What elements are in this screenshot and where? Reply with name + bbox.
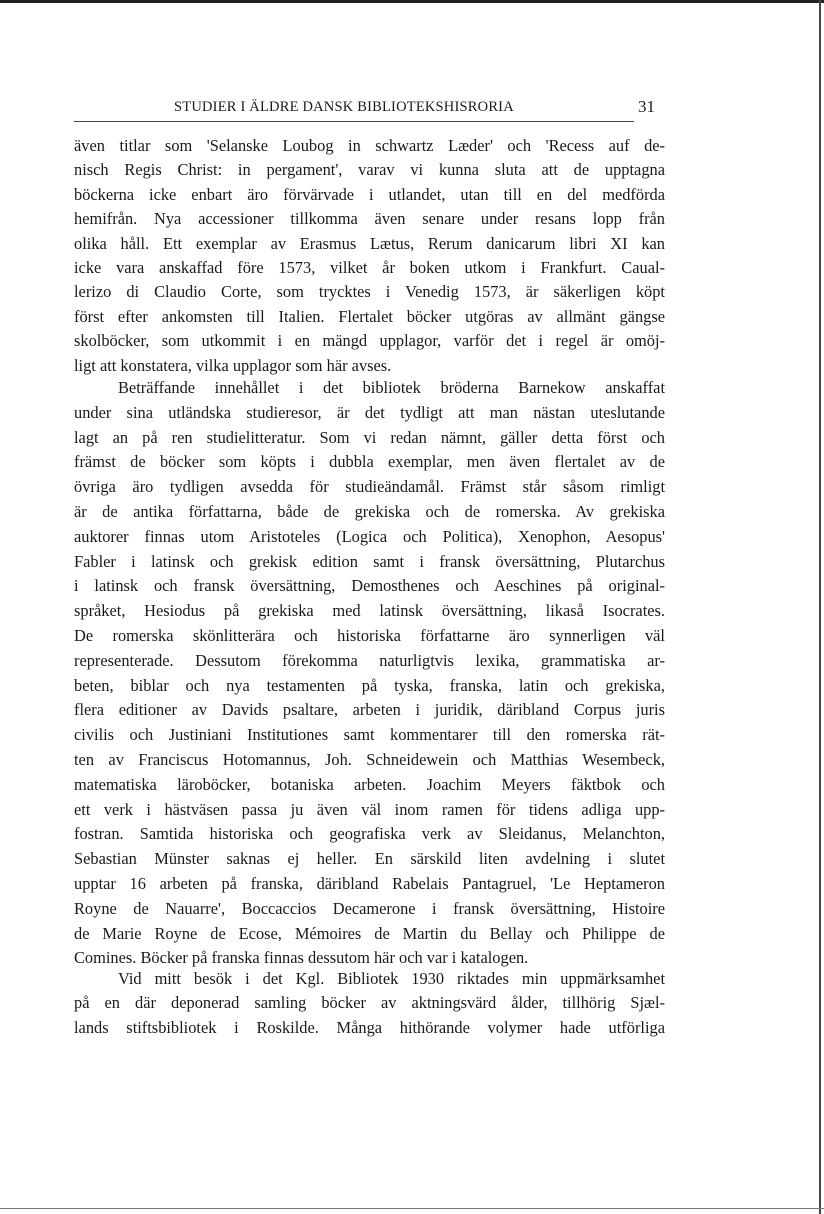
header-rule: [74, 121, 634, 122]
text-line: matematiska läroböcker, botaniska arbeten. Joachim Meyers fäktbok och: [74, 774, 665, 794]
text-line: Beträffande innehållet i det bibliotek bröderna Barnekow anskaffat: [118, 378, 665, 397]
text-line: olika håll. Ett exemplar av Erasmus Lætus, Rerum danicarum libri XI kan: [74, 233, 665, 253]
text-line: övriga äro tydligen avsedda för studieändamål. Främst står såsom rimligt: [74, 477, 665, 497]
text-line: Comines. Böcker på franska finnas dessutom här och var i katalogen.: [74, 948, 529, 968]
text-line: lands stiftsbibliotek i Roskilde. Många hithörande volymer hade utförliga: [74, 1017, 665, 1037]
page-number: 31: [638, 97, 655, 116]
text-line: på en där deponerad samling böcker av aktningsvärd ålder, tillhörig Sjæl-: [74, 993, 665, 1013]
scan-border-top: [0, 0, 824, 3]
text-line: auktorer finnas utom Aristoteles (Logica och Politica), Xenophon, Aesopus': [74, 526, 665, 546]
text-line: fostran. Samtida historiska och geografiska verk av Sleidanus, Melanchton,: [74, 824, 665, 844]
scan-border-right: [819, 0, 821, 1214]
text-line: Sebastian Münster saknas ej heller. En särskild liten avdelning i slutet: [74, 849, 665, 869]
text-line: Royne de Nauarre', Boccaccios Decamerone i fransk översättning, Histoire: [74, 898, 665, 918]
running-title: STUDIER I ÄLDRE DANSK BIBLIOTEKSHISRORIA: [174, 99, 514, 115]
text-line: ligt att konstatera, vilka upplagor som här avses.: [74, 355, 392, 375]
text-line: är de antika författarna, både de grekiska och de romerska. Av grekiska: [74, 501, 665, 521]
text-line: icke vara anskaffad före 1573, vilket år boken utkom i Frankfurt. Caual-: [74, 257, 665, 277]
text-line: språket, Hesiodus på grekiska med latinsk översättning, likaså Isocrates.: [74, 601, 665, 621]
text-line: flera editioner av Davids psaltare, arbeten i juridik, däribland Corpus juris: [74, 700, 665, 720]
text-line: i latinsk och fransk översättning, Demosthenes och Aeschines på original-: [74, 576, 665, 596]
text-line: civilis och Justiniani Institutiones samt kommentarer till den romerska rät-: [74, 725, 665, 745]
text-line: först efter ankomsten till Italien. Flertalet böcker utgöras av allmänt gängse: [74, 306, 665, 326]
text-line: de Marie Royne de Ecose, Mémoires de Martin du Bellay och Philippe de: [74, 923, 665, 943]
text-line: upptar 16 arbeten på franska, däribland Rabelais Pantagruel, 'Le Heptameron: [74, 873, 665, 893]
paragraph-1: [74, 134, 665, 378]
text-line: De romerska skönlitterära och historiska författarne äro synnerligen väl: [74, 625, 665, 645]
running-header: [74, 97, 665, 119]
text-line: representerade. Dessutom förekomma naturligtvis lexika, grammatiska ar-: [74, 650, 665, 670]
text-line: främst de böcker som köpts i dubbla exemplar, men även flertalet av de: [74, 452, 665, 472]
text-line: ten av Franciscus Hotomannus, Joh. Schneidewein och Matthias Wesembeck,: [74, 749, 665, 769]
text-line: lagt an på ren studielitteratur. Som vi redan nämnt, gäller detta först och: [74, 427, 665, 447]
text-line: ett verk i hästväsen passa ju även väl inom ramen för tidens adliga upp-: [74, 799, 665, 819]
text-line: böckerna icke enbart äro förvärvade i utlandet, utan till en del medförda: [74, 184, 665, 204]
paragraph-3: [74, 967, 665, 1040]
text-line: skolböcker, som utkommit i en mängd upplagor, varför det i regel är omöj-: [74, 331, 665, 351]
text-line: nisch Regis Christ: in pergament', varav vi kunna sluta att de upptagna: [74, 160, 665, 180]
text-line: även titlar som 'Selanske Loubog in schwartz Læder' och 'Recess auf de-: [74, 136, 665, 155]
text-line: lerizo di Claudio Corte, som trycktes i Venedig 1573, är säkerligen köpt: [74, 282, 665, 302]
text-line: hemifrån. Nya accessioner tillkomma även senare under resans lopp från: [74, 209, 665, 229]
scan-border-bottom: [0, 1208, 824, 1209]
text-line: Vid mitt besök i det Kgl. Bibliotek 1930 riktades min uppmärksamhet: [118, 969, 665, 988]
text-line: Fabler i latinsk och grekisk edition samt i fransk översättning, Plutarchus: [74, 551, 665, 571]
paragraph-2: [74, 376, 665, 971]
text-line: beten, biblar och nya testamenten på tyska, franska, latin och grekiska,: [74, 675, 665, 695]
text-line: under sina utländska studieresor, är det tydligt att man nästan uteslutande: [74, 402, 665, 422]
